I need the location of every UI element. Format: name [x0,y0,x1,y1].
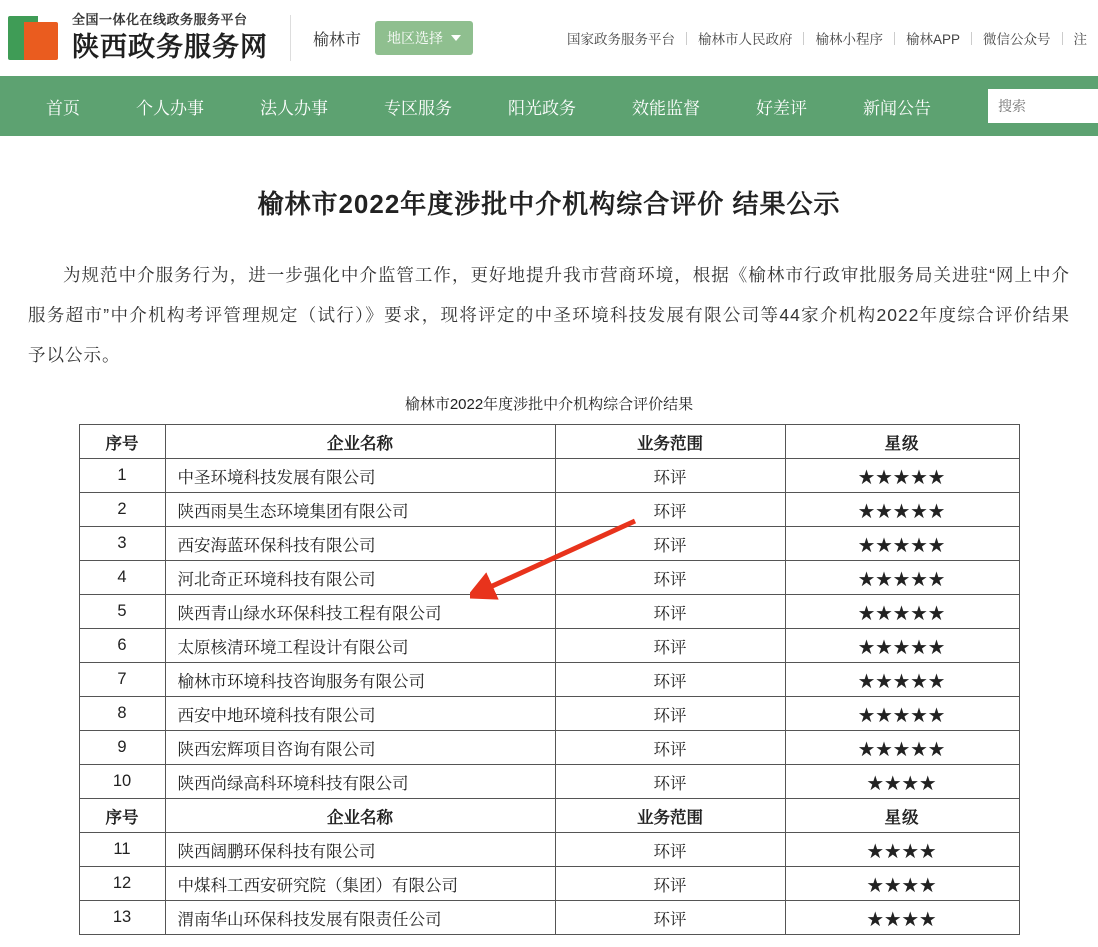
header-link-register[interactable]: 注 [1073,32,1087,47]
cell-business-scope: 环评 [555,459,785,493]
nav-item-legal-entity[interactable]: 法人办事 [260,98,328,118]
cell-star-rating: ★★★★★ [785,697,1019,731]
cell-business-scope: 环评 [555,493,785,527]
header-links [556,28,1098,48]
article-container [0,136,1098,947]
header-link-miniprogram[interactable]: 榆林小程序 [815,32,883,47]
cell-no: 9 [79,731,165,765]
table-row [79,459,1019,493]
evaluation-results-table [79,424,1020,935]
platform-title: 陕西政务服务网 [72,32,268,63]
nav-item-efficiency-supervision[interactable]: 效能监督 [632,98,700,118]
platform-subtitle: 全国一体化在线政务服务平台 [72,12,248,27]
table-row [79,561,1019,595]
cell-no: 1 [79,459,165,493]
column-header-name: 企业名称 [165,425,555,459]
cell-company-name: 西安中地环境科技有限公司 [165,697,555,731]
cell-business-scope: 环评 [555,901,785,935]
cell-business-scope: 环评 [555,561,785,595]
nav-item-news[interactable]: 新闻公告 [863,98,931,118]
cell-no: 6 [79,629,165,663]
cell-no: 7 [79,663,165,697]
column-header-scope: 业务范围 [555,799,785,833]
cell-company-name: 陕西阔鹏环保科技有限公司 [165,833,555,867]
cell-company-name: 西安海蓝环保科技有限公司 [165,527,555,561]
cell-no: 11 [79,833,165,867]
table-row [79,901,1019,935]
table-row [79,765,1019,799]
column-header-star: 星级 [785,799,1019,833]
cell-company-name: 河北奇正环境科技有限公司 [165,561,555,595]
table-row [79,867,1019,901]
cell-star-rating: ★★★★ [785,901,1019,935]
article-paragraph: 为规范中介服务行为，进一步强化中介监管工作，更好地提升我市营商环境，根据《榆林市行政审批服务局关进驻“网上中介服务超市”中介机构考评管理规定（试行）》要求，现将评定的中圣环境科技发展有限公司等44家介机构2022年度综合评价结果予以公示。 [28,265,1070,365]
region-select-label: 地区选择 [387,30,444,46]
cell-business-scope: 环评 [555,595,785,629]
cell-company-name: 陕西尚绿高科环境科技有限公司 [165,765,555,799]
cell-star-rating: ★★★★★ [785,493,1019,527]
region-select-button[interactable] [375,21,473,55]
cell-star-rating: ★★★★★ [785,459,1019,493]
site-logo-text [72,13,268,63]
header-link-app[interactable]: 榆林APP [905,32,960,47]
table-header-row-repeat [79,799,1019,833]
cell-no: 8 [79,697,165,731]
nav-item-sunshine-government[interactable]: 阳光政务 [508,98,576,118]
main-navigation [0,76,1098,136]
cell-no: 12 [79,867,165,901]
table-row [79,629,1019,663]
cell-business-scope: 环评 [555,663,785,697]
cell-star-rating: ★★★★★ [785,663,1019,697]
cell-star-rating: ★★★★ [785,867,1019,901]
cell-no: 2 [79,493,165,527]
cell-star-rating: ★★★★★ [785,527,1019,561]
cell-company-name: 陕西宏辉项目咨询有限公司 [165,731,555,765]
table-row [79,697,1019,731]
table-row [79,527,1019,561]
table-row [79,663,1019,697]
nav-item-personal[interactable]: 个人办事 [136,98,204,118]
column-header-no: 序号 [79,799,165,833]
site-logo-icon [8,12,60,64]
cell-no: 4 [79,561,165,595]
cell-business-scope: 环评 [555,629,785,663]
cell-company-name: 渭南华山环保科技发展有限责任公司 [165,901,555,935]
cell-star-rating: ★★★★★ [785,595,1019,629]
cell-business-scope: 环评 [555,697,785,731]
nav-item-rating[interactable]: 好差评 [756,98,807,118]
cell-business-scope: 环评 [555,731,785,765]
cell-no: 5 [79,595,165,629]
search-input[interactable] [988,89,1098,123]
cell-no: 10 [79,765,165,799]
cell-business-scope: 环评 [555,765,785,799]
header-link-national-platform[interactable]: 国家政务服务平台 [566,32,675,47]
cell-star-rating: ★★★★★ [785,629,1019,663]
cell-company-name: 太原核清环境工程设计有限公司 [165,629,555,663]
cell-star-rating: ★★★★ [785,833,1019,867]
table-row [79,595,1019,629]
current-city-label: 榆林市 [313,31,362,49]
table-row [79,833,1019,867]
cell-company-name: 陕西青山绿水环保科技工程有限公司 [165,595,555,629]
table-caption: 榆林市2022年度涉批中介机构综合评价结果 [404,396,694,413]
cell-company-name: 中煤科工西安研究院（集团）有限公司 [165,867,555,901]
site-header [0,0,1098,76]
nav-item-zone-service[interactable]: 专区服务 [384,98,452,118]
column-header-name: 企业名称 [165,799,555,833]
header-divider [290,15,291,61]
cell-star-rating: ★★★★★ [785,561,1019,595]
cell-company-name: 榆林市环境科技咨询服务有限公司 [165,663,555,697]
cell-business-scope: 环评 [555,833,785,867]
page-title: 榆林市2022年度涉批中介机构综合评价 结果公示 [257,189,841,219]
table-header-row [79,425,1019,459]
column-header-scope: 业务范围 [555,425,785,459]
cell-star-rating: ★★★★ [785,765,1019,799]
cell-business-scope: 环评 [555,867,785,901]
header-link-city-government[interactable]: 榆林市人民政府 [697,32,793,47]
header-link-wechat[interactable]: 微信公众号 [983,32,1051,47]
table-row [79,731,1019,765]
cell-business-scope: 环评 [555,527,785,561]
cell-no: 3 [79,527,165,561]
nav-item-home[interactable]: 首页 [46,98,80,118]
chevron-down-icon [451,35,461,41]
column-header-star: 星级 [785,425,1019,459]
cell-company-name: 中圣环境科技发展有限公司 [165,459,555,493]
cell-no: 13 [79,901,165,935]
cell-star-rating: ★★★★★ [785,731,1019,765]
column-header-no: 序号 [79,425,165,459]
cell-company-name: 陕西雨昊生态环境集团有限公司 [165,493,555,527]
table-row [79,493,1019,527]
